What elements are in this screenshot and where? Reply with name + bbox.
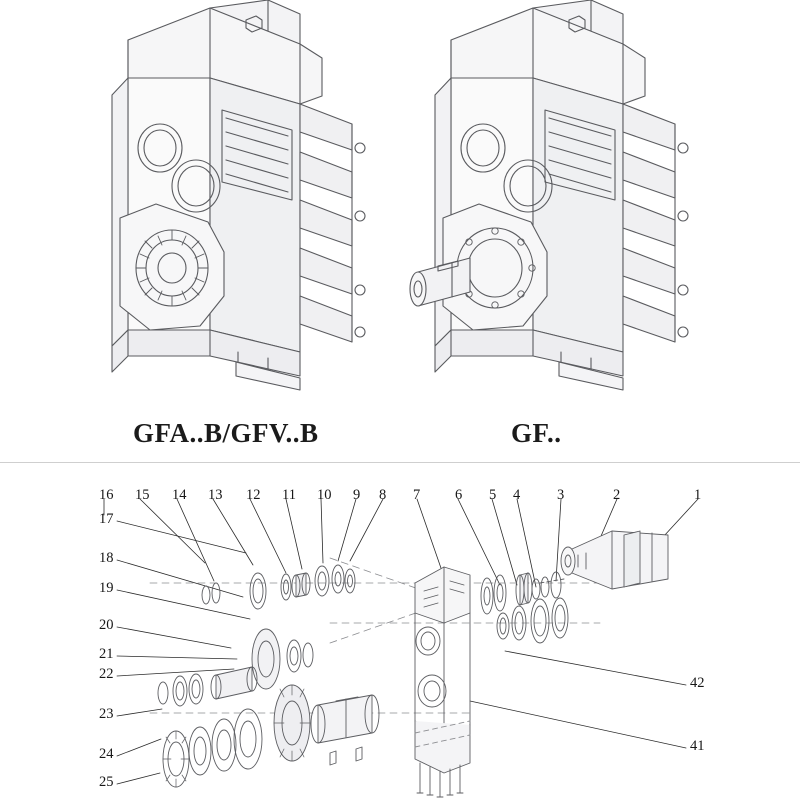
housing-body: [415, 567, 470, 797]
callout-6: 6: [455, 487, 463, 503]
callout-23: 23: [99, 706, 114, 722]
callout-11: 11: [282, 487, 296, 503]
callout-42: 42: [690, 675, 705, 691]
exploded-assembly-drawing: [0, 463, 800, 800]
callout-5: 5: [489, 487, 497, 503]
motor-adapter-group: [561, 531, 668, 589]
callout-21: 21: [99, 646, 114, 662]
gearbox-left-view: [112, 0, 365, 390]
callout-10: 10: [317, 487, 332, 503]
callout-22: 22: [99, 666, 114, 682]
callout-24: 24: [99, 746, 114, 762]
callout-16: 16: [99, 487, 114, 503]
callout-41: 41: [690, 738, 705, 754]
gearbox-right-view: [410, 0, 688, 390]
callout-2: 2: [613, 487, 621, 503]
caption-right-view: GF..: [511, 418, 562, 448]
callout-1: 1: [694, 487, 702, 503]
seal-ring-parts: [497, 598, 568, 643]
callout-13: 13: [208, 487, 223, 503]
callout-8: 8: [379, 487, 387, 503]
callout-25: 25: [99, 774, 114, 790]
callout-15: 15: [135, 487, 150, 503]
callout-12: 12: [246, 487, 261, 503]
callout-18: 18: [99, 550, 114, 566]
callout-3: 3: [557, 487, 565, 503]
caption-left-view: GFA..B/GFV..B: [133, 418, 319, 448]
callout-9: 9: [353, 487, 361, 503]
shaft-small-parts: [202, 565, 355, 609]
callout-19: 19: [99, 580, 114, 596]
callout-20: 20: [99, 617, 114, 633]
callout-4: 4: [513, 487, 521, 503]
callout-14: 14: [172, 487, 187, 503]
output-shaft-group: [163, 685, 379, 787]
callout-7: 7: [413, 487, 421, 503]
exploded-view-section: [0, 463, 800, 800]
callout-17: 17: [99, 511, 114, 527]
